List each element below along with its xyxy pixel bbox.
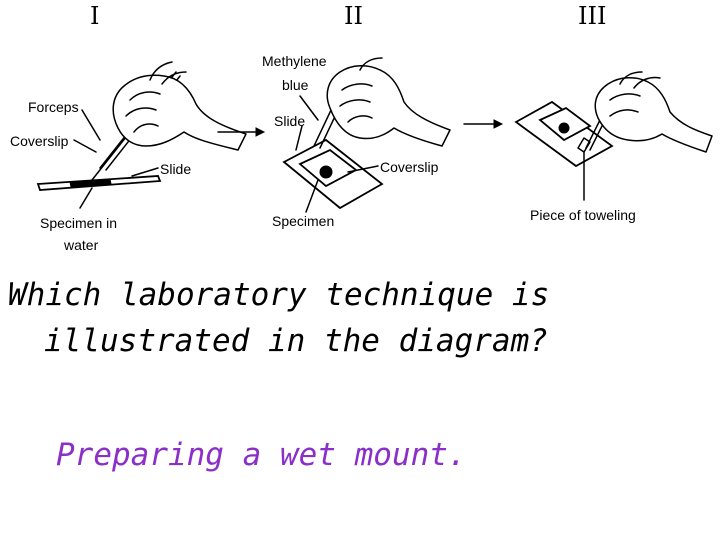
hand-illustration-2 xyxy=(327,58,450,146)
label-coverslip-2: Coverslip xyxy=(380,159,439,175)
coverslip-illustration-1 xyxy=(92,132,130,180)
label-slide-1: Slide xyxy=(160,161,192,177)
panel-2-illustration xyxy=(262,53,450,229)
specimen-leader-1 xyxy=(80,188,92,208)
step-numeral-1: I xyxy=(90,2,100,30)
hand-illustration-1 xyxy=(113,62,246,150)
label-blue: blue xyxy=(282,77,309,93)
label-slide-2: Slide xyxy=(274,113,306,129)
label-forceps: Forceps xyxy=(28,99,79,115)
panel-1-illustration xyxy=(10,62,246,253)
slide-leader-1 xyxy=(132,168,158,176)
hand-illustration-3 xyxy=(595,72,712,152)
answer-text: Preparing a wet mount. xyxy=(56,437,467,473)
label-specimen: Specimen xyxy=(272,213,335,229)
question-line-2: illustrated in the diagram? xyxy=(44,323,548,359)
question-line-1: Which laboratory technique is xyxy=(8,277,550,313)
label-piece-of-toweling: Piece of toweling xyxy=(530,207,636,223)
slide-illustration-2 xyxy=(284,140,382,208)
arrow-2-to-3 xyxy=(464,120,502,128)
slide-leader-2 xyxy=(296,126,302,150)
question-text xyxy=(8,272,708,364)
panel-3-illustration xyxy=(516,72,712,223)
label-specimen-in: Specimen in xyxy=(40,215,118,231)
step-numeral-3: III xyxy=(578,2,607,30)
label-water: water xyxy=(64,237,99,253)
label-methylene: Methylene xyxy=(262,53,327,69)
coverslip-leader-1 xyxy=(74,140,96,152)
label-coverslip-1: Coverslip xyxy=(10,133,69,149)
step-numeral-2: II xyxy=(344,2,363,30)
slide-illustration-1 xyxy=(38,176,160,190)
forceps-leader xyxy=(82,110,100,140)
